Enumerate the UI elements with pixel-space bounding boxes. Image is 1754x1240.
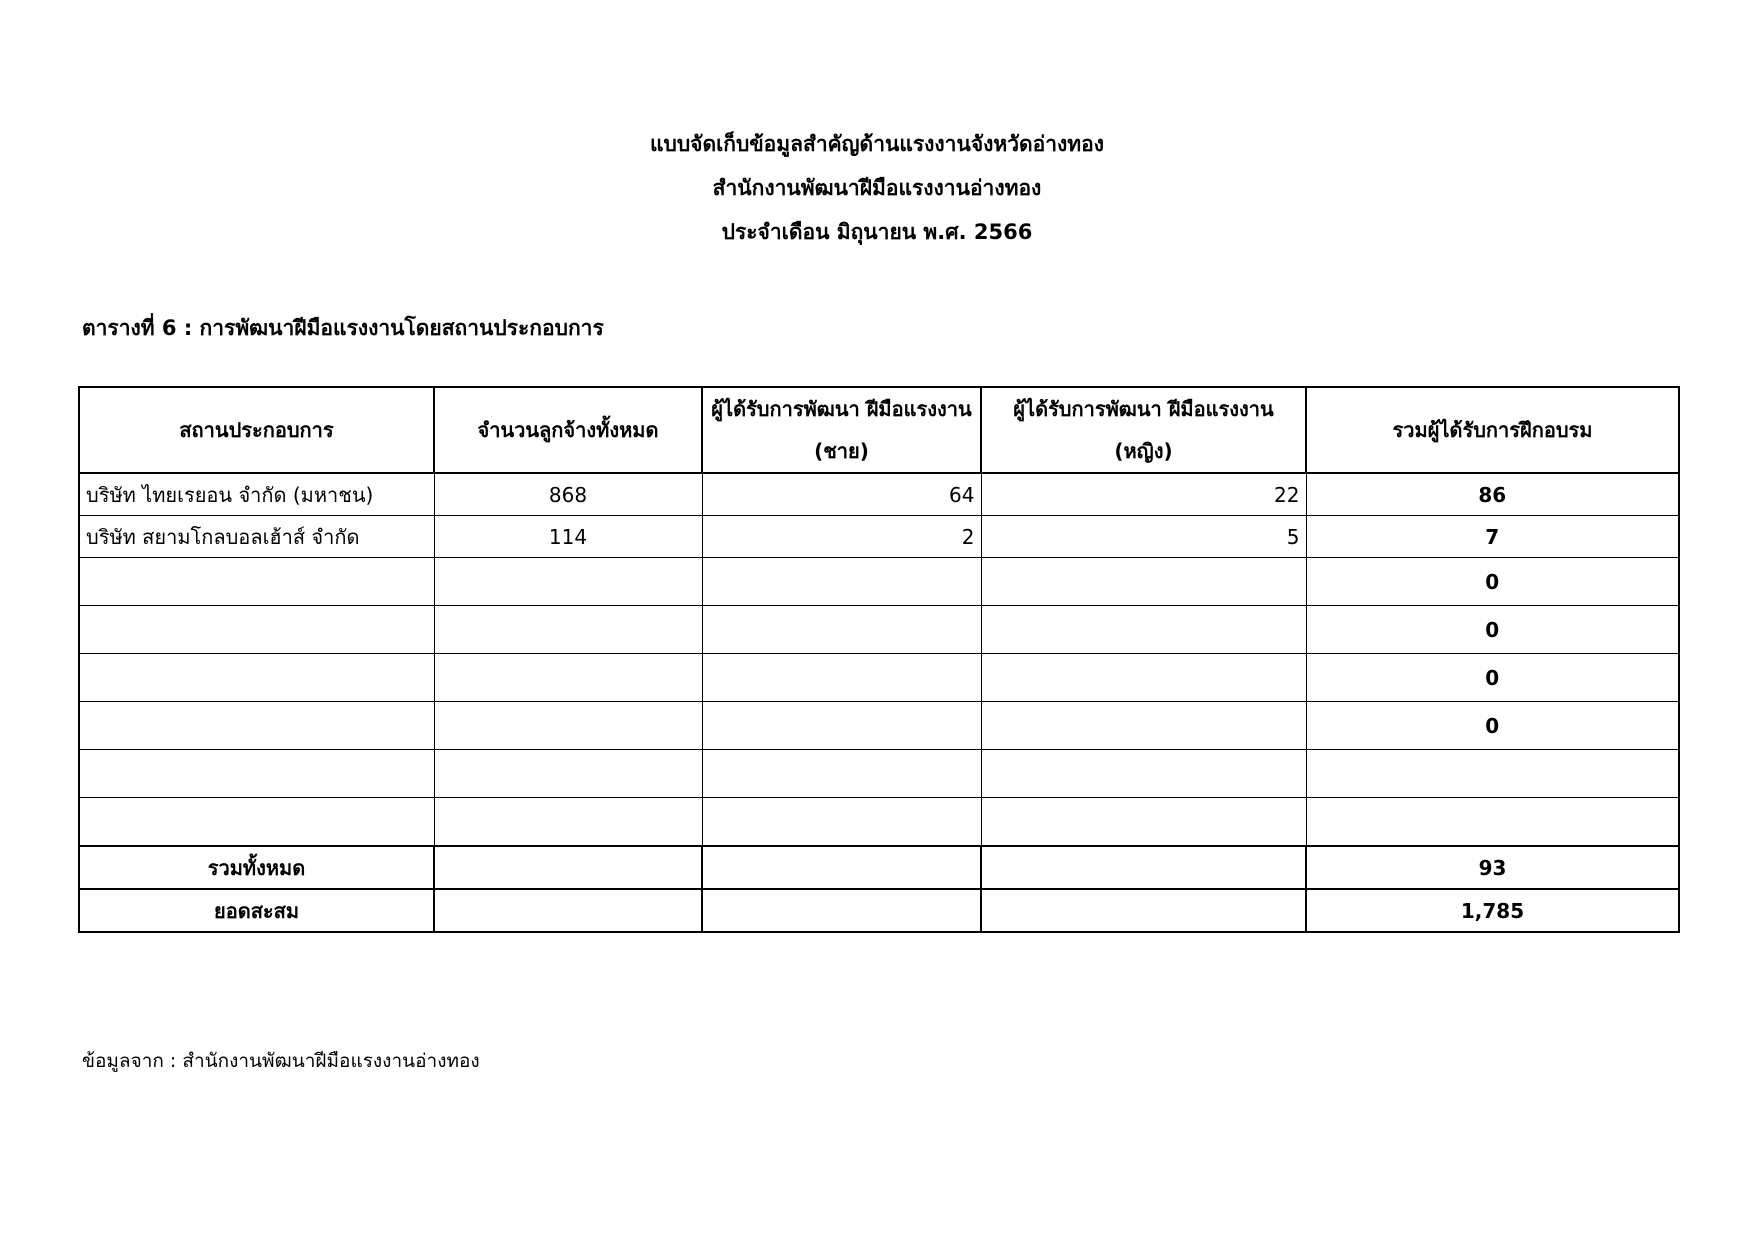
report-period: ประจำเดือน มิถุนายน พ.ศ. 2566 bbox=[721, 220, 1033, 244]
accumulated-value: 1,785 bbox=[1306, 889, 1679, 932]
total-cell: 0 bbox=[1306, 702, 1679, 750]
female-cell bbox=[981, 558, 1306, 606]
employees-cell bbox=[434, 606, 702, 654]
female-cell bbox=[981, 750, 1306, 798]
employees-cell: 114 bbox=[434, 516, 702, 558]
table-row bbox=[79, 516, 1679, 558]
male-cell bbox=[702, 798, 981, 847]
total-value: 93 bbox=[1306, 846, 1679, 889]
total-label: รวมทั้งหมด bbox=[79, 846, 434, 889]
employees-cell bbox=[434, 558, 702, 606]
total-row bbox=[79, 846, 1679, 889]
establishment-cell bbox=[79, 606, 434, 654]
female-cell: 22 bbox=[981, 473, 1306, 516]
male-cell: 64 bbox=[702, 473, 981, 516]
employees-cell bbox=[434, 750, 702, 798]
empty-cell bbox=[434, 889, 702, 932]
total-cell: 0 bbox=[1306, 606, 1679, 654]
total-cell bbox=[1306, 750, 1679, 798]
female-cell bbox=[981, 654, 1306, 702]
employees-cell bbox=[434, 654, 702, 702]
document-header bbox=[0, 122, 1754, 254]
empty-cell bbox=[702, 889, 981, 932]
total-cell bbox=[1306, 798, 1679, 847]
empty-cell bbox=[981, 889, 1306, 932]
male-cell bbox=[702, 702, 981, 750]
document-title: แบบจัดเก็บข้อมูลสำคัญด้านแรงงานจังหวัดอ่างทอง bbox=[649, 132, 1105, 156]
table-row bbox=[79, 798, 1679, 847]
skill-development-table bbox=[78, 386, 1680, 933]
column-header-trained-female: ผู้ได้รับการพัฒนา ฝีมือแรงงาน (หญิง) bbox=[981, 387, 1306, 473]
table-row bbox=[79, 654, 1679, 702]
employees-cell bbox=[434, 798, 702, 847]
table-row bbox=[79, 702, 1679, 750]
empty-cell bbox=[981, 846, 1306, 889]
female-cell bbox=[981, 606, 1306, 654]
employees-cell bbox=[434, 702, 702, 750]
female-cell: 5 bbox=[981, 516, 1306, 558]
male-cell bbox=[702, 606, 981, 654]
table-title: ตารางที่ 6 : การพัฒนาฝีมือแรงงานโดยสถานประกอบการ bbox=[82, 316, 604, 340]
table-row bbox=[79, 473, 1679, 516]
male-cell: 2 bbox=[702, 516, 981, 558]
male-cell bbox=[702, 750, 981, 798]
employees-cell: 868 bbox=[434, 473, 702, 516]
total-cell: 7 bbox=[1306, 516, 1679, 558]
table-row bbox=[79, 606, 1679, 654]
establishment-cell: บริษัท ไทยเรยอน จำกัด (มหาชน) bbox=[79, 473, 434, 516]
column-header-total-trained: รวมผู้ได้รับการฝึกอบรม bbox=[1306, 387, 1679, 473]
total-cell: 86 bbox=[1306, 473, 1679, 516]
accumulated-label: ยอดสะสม bbox=[79, 889, 434, 932]
total-cell: 0 bbox=[1306, 654, 1679, 702]
column-header-establishment: สถานประกอบการ bbox=[79, 387, 434, 473]
male-cell bbox=[702, 654, 981, 702]
column-header-trained-male: ผู้ได้รับการพัฒนา ฝีมือแรงงาน (ชาย) bbox=[702, 387, 981, 473]
office-name: สำนักงานพัฒนาฝีมือแรงงานอ่างทอง bbox=[712, 176, 1042, 200]
table-header-row bbox=[79, 387, 1679, 473]
female-cell bbox=[981, 798, 1306, 847]
table-row bbox=[79, 558, 1679, 606]
table-row bbox=[79, 750, 1679, 798]
data-source-note: ข้อมูลจาก : สำนักงานพัฒนาฝีมือแรงงานอ่างทอง bbox=[82, 1050, 480, 1072]
establishment-cell bbox=[79, 702, 434, 750]
column-header-total-employees: จำนวนลูกจ้างทั้งหมด bbox=[434, 387, 702, 473]
empty-cell bbox=[702, 846, 981, 889]
male-cell bbox=[702, 558, 981, 606]
establishment-cell: บริษัท สยามโกลบอลเฮ้าส์ จำกัด bbox=[79, 516, 434, 558]
establishment-cell bbox=[79, 798, 434, 847]
female-cell bbox=[981, 702, 1306, 750]
establishment-cell bbox=[79, 750, 434, 798]
establishment-cell bbox=[79, 654, 434, 702]
empty-cell bbox=[434, 846, 702, 889]
accumulated-row bbox=[79, 889, 1679, 932]
total-cell: 0 bbox=[1306, 558, 1679, 606]
establishment-cell bbox=[79, 558, 434, 606]
